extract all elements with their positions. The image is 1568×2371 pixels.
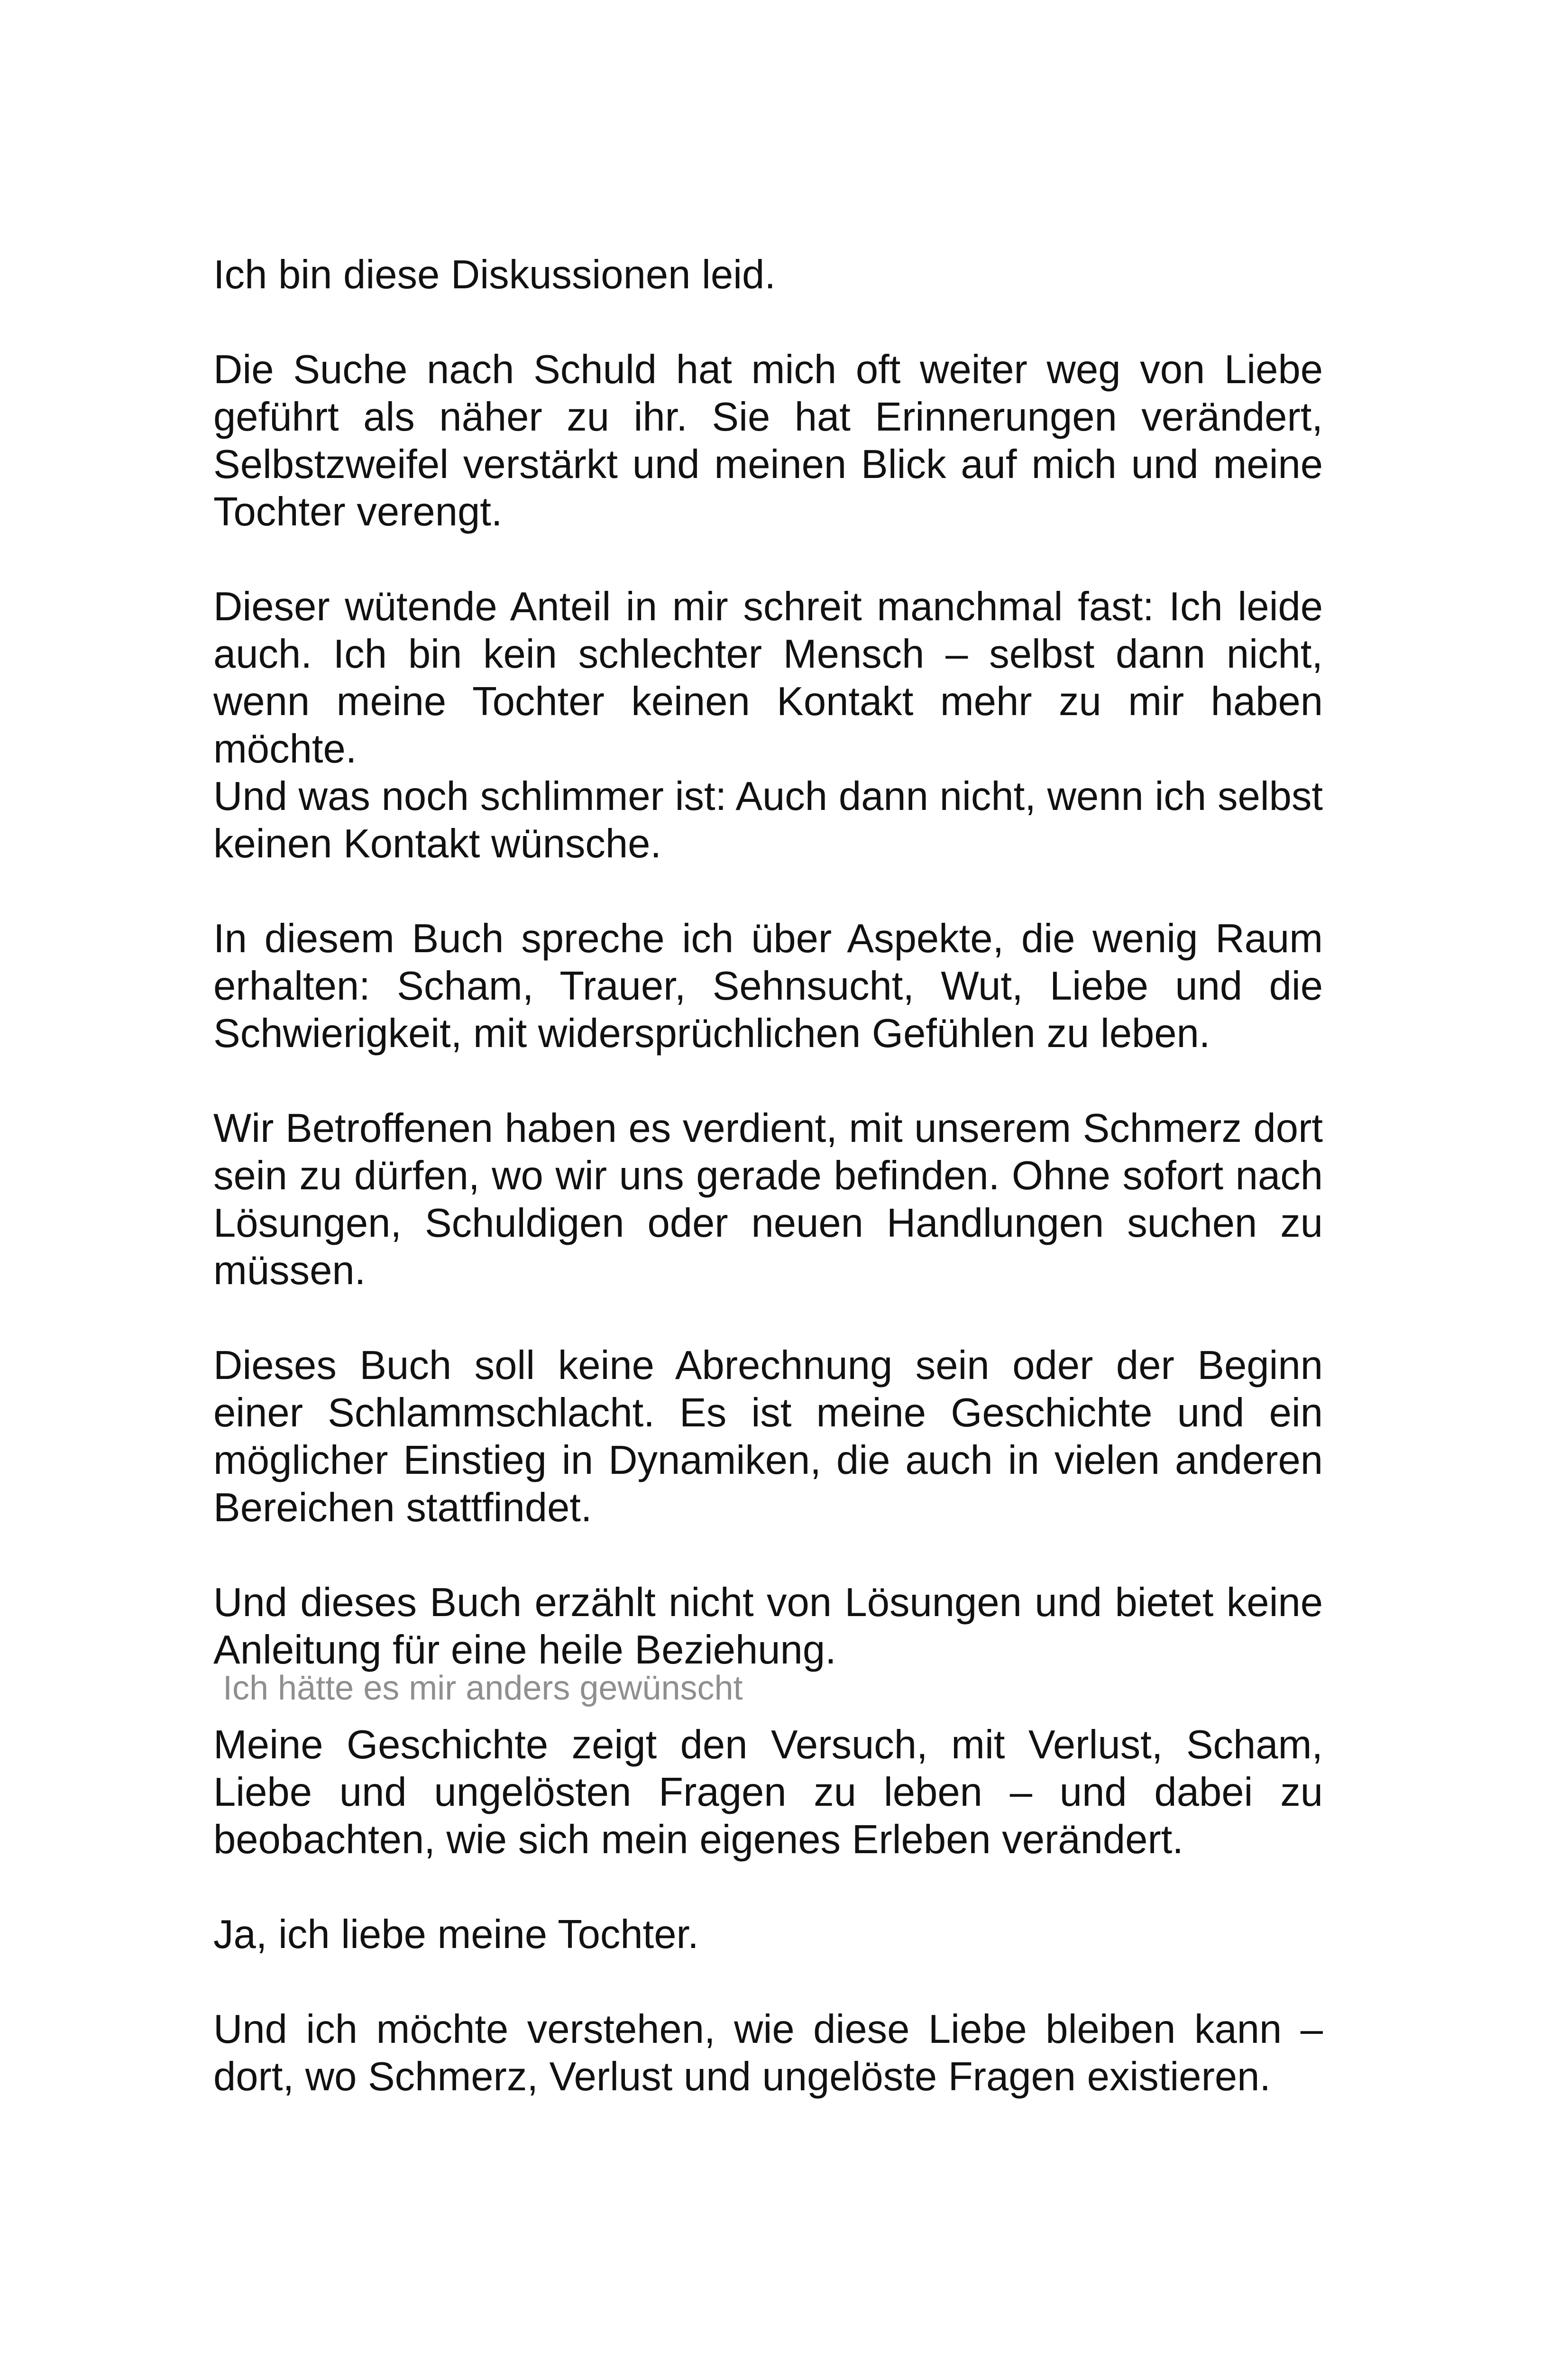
paragraph-5: Wir Betroffenen haben es verdient, mit unserem Schmerz dort sein zu dürfen, wo wir uns gerade befinden. Ohne sofort nach Lösungen, Schuldigen oder neuen Handlungen suchen zu müssen. (213, 1106, 1323, 1293)
body-text (213, 251, 1323, 2148)
paragraph-1: Ich bin diese Diskussionen leid. (213, 252, 776, 297)
paragraph-2: Die Suche nach Schuld hat mich oft weiter weg von Liebe geführt als näher zu ihr. Sie hat Erinnerungen verändert, Selbstzweifel verstärkt und meinen Blick auf mich und meine Tochter verengt. (213, 347, 1323, 534)
paragraph-9: Ja, ich liebe meine Tochter. (213, 1912, 699, 1957)
paragraph-4: In diesem Buch spreche ich über Aspekte, die wenig Raum erhalten: Scham, Trauer, Sehnsucht, Wut, Liebe und die Schwierigkeit, mit widersprüchlichen Gefühlen zu leben. (213, 916, 1323, 1056)
paragraph-8: Meine Geschichte zeigt den Versuch, mit Verlust, Scham, Liebe und ungelösten Fragen zu leben – und dabei zu beobachten, wie sich mein eigenes Erleben verändert. (213, 1722, 1323, 1862)
page-footer-title: Ich hätte es mir anders gewünscht (223, 1669, 743, 1707)
paragraph-6: Dieses Buch soll keine Abrechnung sein oder der Beginn einer Schlammschlacht. Es ist meine Geschichte und ein möglicher Einstieg in Dynamiken, die auch in vielen anderen Bereichen stattfindet. (213, 1343, 1323, 1530)
paragraph-3: Dieser wütende Anteil in mir schreit manchmal fast: Ich leide auch. Ich bin kein schlechter Mensch – selbst dann nicht, wenn meine Tochter keinen Kontakt mehr zu mir haben möchte. Und was noch schlimmer ist: Auch dann nicht, wenn ich selbst keinen Kontakt wünsche. (213, 584, 1323, 866)
paragraph-7: Und dieses Buch erzählt nicht von Lösungen und bietet keine Anleitung für eine heile Beziehung. (213, 1580, 1323, 1673)
paragraph-10: Und ich möchte verstehen, wie diese Liebe bleiben kann – dort, wo Schmerz, Verlust und ungelöste Fragen existieren. (213, 2007, 1323, 2099)
